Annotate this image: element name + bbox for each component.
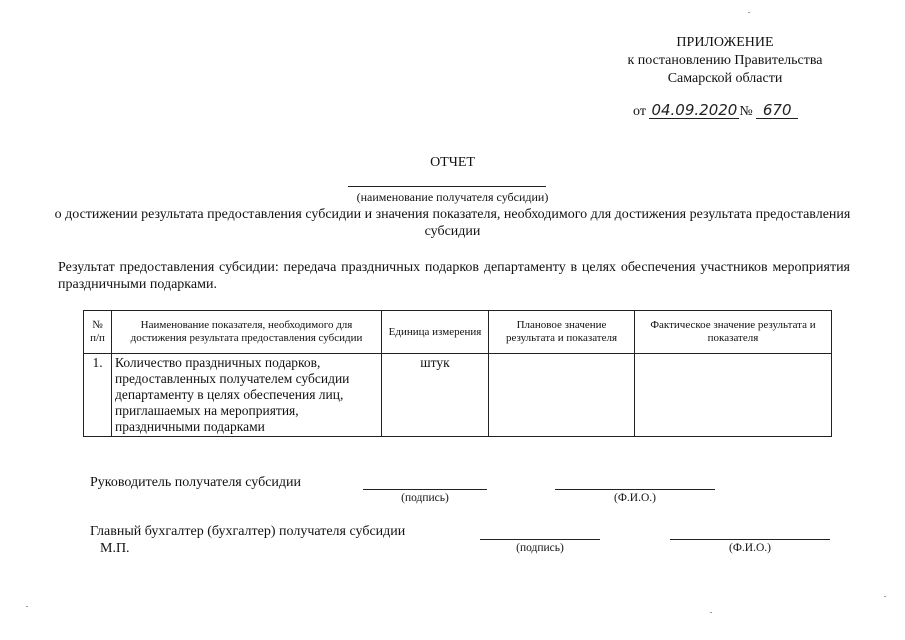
indicator-table: [83, 310, 832, 437]
order-number-handwritten: 670: [756, 102, 798, 119]
header-actual-value: Фактическое значение результата и показателя: [635, 311, 832, 354]
header-number: № п/п: [84, 311, 112, 354]
scan-speck: [26, 606, 28, 607]
order-from-label: от: [633, 104, 646, 119]
order-number-label: №: [739, 104, 753, 119]
accountant-signature-line: [480, 539, 600, 540]
scan-speck: [710, 612, 712, 613]
row-number: 1.: [84, 354, 112, 437]
result-statement: Результат предоставления субсидии: передача праздничных подарков департаменту в целях обеспечения участников мероприятия праздничными подарками.: [58, 260, 850, 292]
appendix-line-1: к постановлению Правительства: [627, 53, 823, 68]
header-planned-value: Плановое значение результата и показателя: [489, 311, 635, 354]
stamp-label: М.П.: [100, 541, 130, 556]
scan-speck: [748, 12, 750, 13]
head-signature-line: [363, 489, 487, 490]
recipient-caption: (наименование получателя субсидии): [356, 190, 549, 204]
appendix-title: ПРИЛОЖЕНИЕ: [676, 35, 774, 50]
table-header-row: [84, 311, 832, 354]
order-reference: [633, 102, 798, 120]
report-title: ОТЧЕТ: [430, 155, 475, 170]
order-date-handwritten: 04.09.2020: [651, 101, 738, 119]
appendix-header: [560, 34, 890, 88]
row-unit: штук: [382, 354, 489, 437]
head-signature-caption: (подпись): [401, 492, 449, 504]
head-fio-caption: (Ф.И.О.): [614, 492, 656, 504]
accountant-fio-line: [670, 539, 830, 540]
head-signature-label: Руководитель получателя субсидии: [90, 475, 302, 490]
accountant-signature-caption: (подпись): [516, 542, 564, 554]
appendix-line-2: Самарской области: [667, 71, 783, 86]
report-subtitle: о достижении результата предоставления субсидии и значения показателя, необходимого для достижения результата предоставления субсидии: [54, 207, 851, 239]
scan-speck: [884, 596, 886, 597]
recipient-name-line: [348, 186, 546, 187]
header-indicator-name: Наименование показателя, необходимого для достижения результата предоставления субсидии: [112, 311, 382, 354]
row-indicator-name: Количество праздничных подарков, предоставленных получателем субсидии департаменту в целях обеспечения лиц, приглашаемых на мероприятия, праздничными подарками: [112, 354, 382, 437]
table-row: [84, 354, 832, 437]
row-planned-value: [489, 354, 635, 437]
header-unit: Единица измерения: [382, 311, 489, 354]
head-fio-line: [555, 489, 715, 490]
accountant-signature-label: Главный бухгалтер (бухгалтер) получателя субсидии: [90, 524, 406, 539]
accountant-fio-caption: (Ф.И.О.): [729, 542, 771, 554]
row-actual-value: [635, 354, 832, 437]
